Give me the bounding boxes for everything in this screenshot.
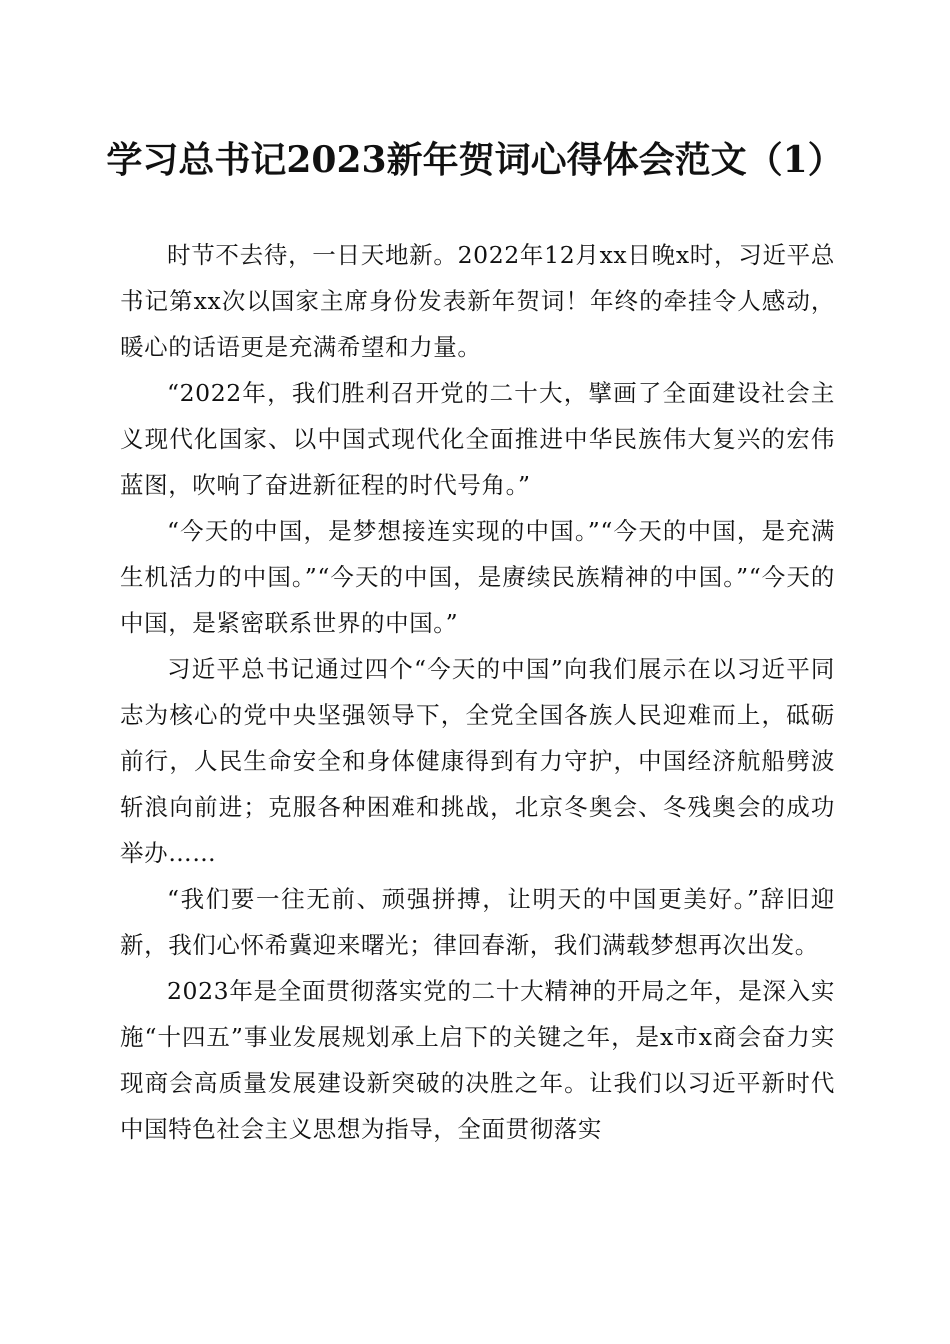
document-title: 学习总书记2023新年贺词心得体会范文（1） — [106, 139, 844, 181]
paragraph-2: “2022年，我们胜利召开党的二十大，擘画了全面建设社会主义现代化国家、以中国式现代化全面推进中华民族伟大复兴的宏伟蓝图，吹响了奋进新征程的时代号角。” — [120, 379, 835, 499]
paragraph-3: “今天的中国，是梦想接连实现的中国。”“今天的中国，是充满生机活力的中国。”“今天的中国，是赓续民族精神的中国。”“今天的中国，是紧密联系世界的中国。” — [120, 517, 835, 637]
paragraph-6: 2023年是全面贯彻落实党的二十大精神的开局之年，是深入实施“十四五”事业发展规划承上启下的关键之年，是x市x商会奋力实现商会高质量发展建设新突破的决胜之年。让我们以习近平新时代中国特色社会主义思想为指导，全面贯彻落实 — [120, 977, 835, 1143]
document-body — [120, 232, 835, 1152]
paragraph-1: 时节不去待，一日天地新。2022年12月xx日晚x时，习近平总书记第xx次以国家主席身份发表新年贺词！年终的牵挂令人感动，暖心的话语更是充满希望和力量。 — [120, 241, 835, 361]
paragraph-4: 习近平总书记通过四个“今天的中国”向我们展示在以习近平同志为核心的党中央坚强领导下，全党全国各族人民迎难而上，砥砺前行，人民生命安全和身体健康得到有力守护，中国经济航船劈波斩浪向前进；克服各种困难和挑战，北京冬奥会、冬残奥会的成功举办…… — [120, 655, 835, 867]
paragraph-5: “我们要一往无前、顽强拼搏，让明天的中国更美好。”辞旧迎新，我们心怀希冀迎来曙光；律回春渐，我们满载梦想再次出发。 — [120, 885, 835, 959]
